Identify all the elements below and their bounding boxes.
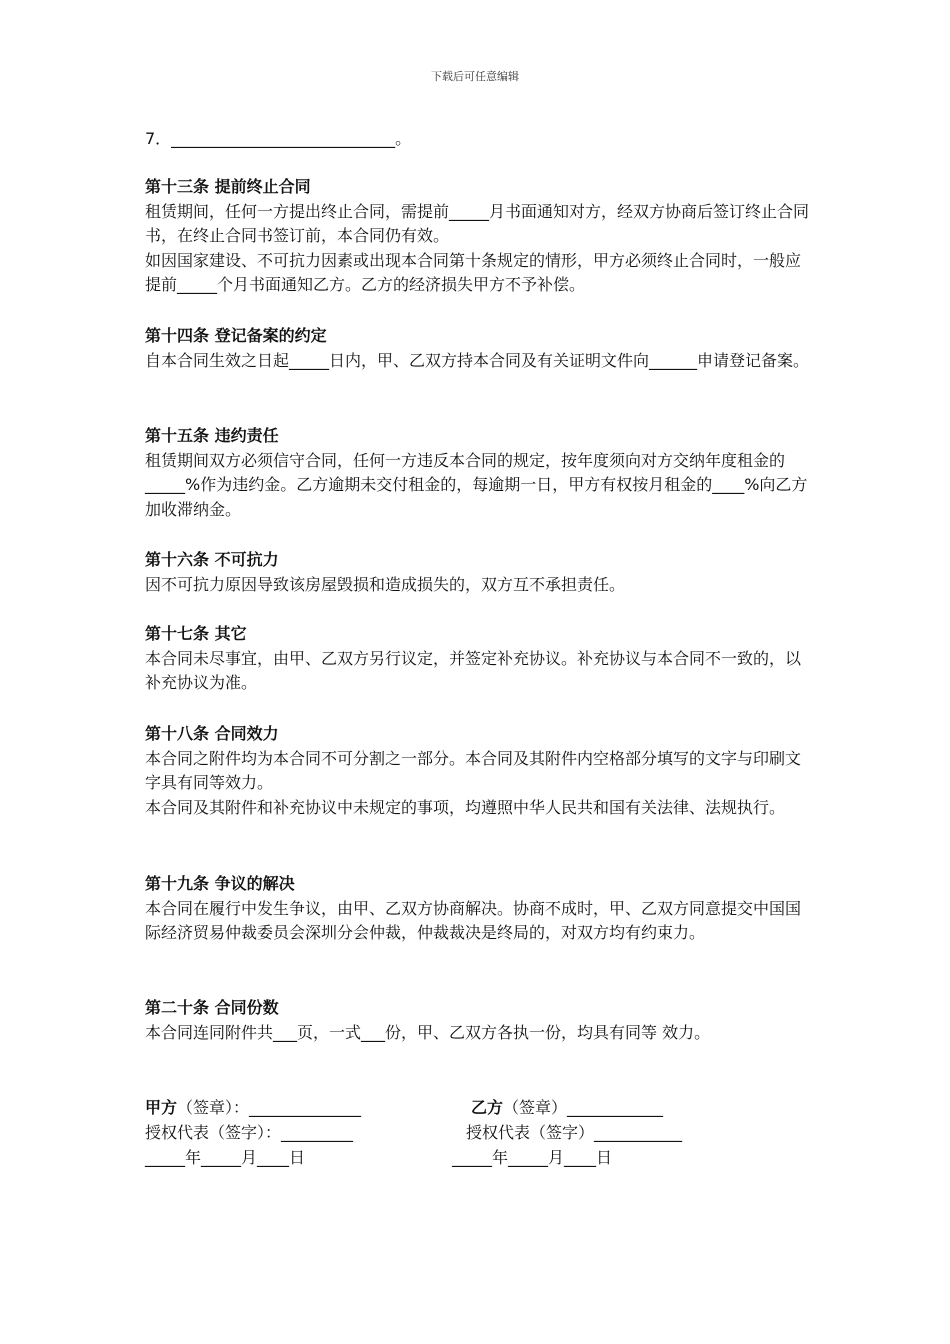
page-header-note: 下载后可任意编辑 xyxy=(431,70,519,83)
party-b-date: _____年_____月____日 xyxy=(452,1148,613,1167)
article-20 xyxy=(145,996,815,1045)
article-heading: 第十六条 不可抗力 xyxy=(145,550,279,569)
party-a-seal-line: （签章）：______________ xyxy=(177,1098,362,1117)
article-paragraph: 租赁期间，任何一方提出终止合同，需提前_____月书面通知对方，经双方协商后签订终止合同书，在终止合同书签订前，本合同仍有效。 xyxy=(145,201,810,245)
article-17 xyxy=(145,622,815,696)
article-paragraph: 如因国家建设、不可抗力因素或出现本合同第十条规定的情形，甲方必须终止合同时，一般应提前_____个月书面通知乙方。乙方的经济损失甲方不予补偿。 xyxy=(145,250,802,294)
article-paragraph: 本合同连同附件共___页，一式___份，甲、乙双方各执一份，均具有同等 效力。 xyxy=(145,1022,711,1042)
party-a-representative: 授权代表（签字）：_________ xyxy=(145,1123,354,1142)
party-b-signature xyxy=(471,1095,663,1120)
article-paragraph: 因不可抗力原因导致该房屋毁损和造成损失的，双方互不承担责任。 xyxy=(145,574,626,594)
article-heading: 第十五条 违约责任 xyxy=(145,426,279,445)
party-b-seal-line: （签章）____________ xyxy=(503,1098,664,1117)
article-18 xyxy=(145,722,815,820)
article-heading: 第二十条 合同份数 xyxy=(145,998,279,1017)
party-a-label: 甲方 xyxy=(145,1098,178,1117)
article-19 xyxy=(145,872,815,946)
clause-item-7: 7．____________________________。 xyxy=(145,129,412,148)
article-14 xyxy=(145,324,815,373)
party-a-signature xyxy=(145,1095,361,1120)
article-paragraph: 本合同未尽事宜，由甲、乙双方另行议定，并签定补充协议。补充协议与本合同不一致的，以补充协议为准。 xyxy=(145,648,802,692)
party-b-label: 乙方 xyxy=(471,1098,504,1117)
signature-row-representatives xyxy=(145,1120,845,1145)
article-paragraph: 租赁期间双方必须信守合同，任何一方违反本合同的规定，按年度须向对方交纳年度租金的_____%作为违约金。乙方逾期未交付租金的，每逾期一日，甲方有权按月租金的____%向乙方加收滞纳金。 xyxy=(145,450,808,519)
signature-row-parties xyxy=(145,1095,845,1120)
signature-row-dates xyxy=(145,1145,845,1170)
article-13 xyxy=(145,175,815,298)
party-a-date: _____年_____月____日 xyxy=(145,1148,306,1167)
article-paragraph: 自本合同生效之日起_____日内，甲、乙双方持本合同及有关证明文件向______申请登记备案。 xyxy=(145,350,810,370)
article-paragraph: 本合同及其附件和补充协议中未规定的事项，均遵照中华人民共和国有关法律、法规执行。 xyxy=(145,797,786,817)
party-b-representative: 授权代表（签字）___________ xyxy=(466,1123,683,1142)
signature-block xyxy=(145,1095,845,1170)
article-paragraph: 本合同之附件均为本合同不可分割之一部分。本合同及其附件内空格部分填写的文字与印刷文字具有同等效力。 xyxy=(145,748,802,792)
article-heading: 第十七条 其它 xyxy=(145,624,247,643)
article-heading: 第十九条 争议的解决 xyxy=(145,874,295,893)
article-16 xyxy=(145,548,815,597)
article-15 xyxy=(145,424,815,522)
article-heading: 第十四条 登记备案的约定 xyxy=(145,326,327,345)
article-heading: 第十八条 合同效力 xyxy=(145,724,279,743)
article-paragraph: 本合同在履行中发生争议，由甲、乙双方协商解决。协商不成时，甲、乙双方同意提交中国国际经济贸易仲裁委员会深圳分会仲裁，仲裁裁决是终局的，对双方均有约束力。 xyxy=(145,898,802,942)
article-heading: 第十三条 提前终止合同 xyxy=(145,177,311,196)
